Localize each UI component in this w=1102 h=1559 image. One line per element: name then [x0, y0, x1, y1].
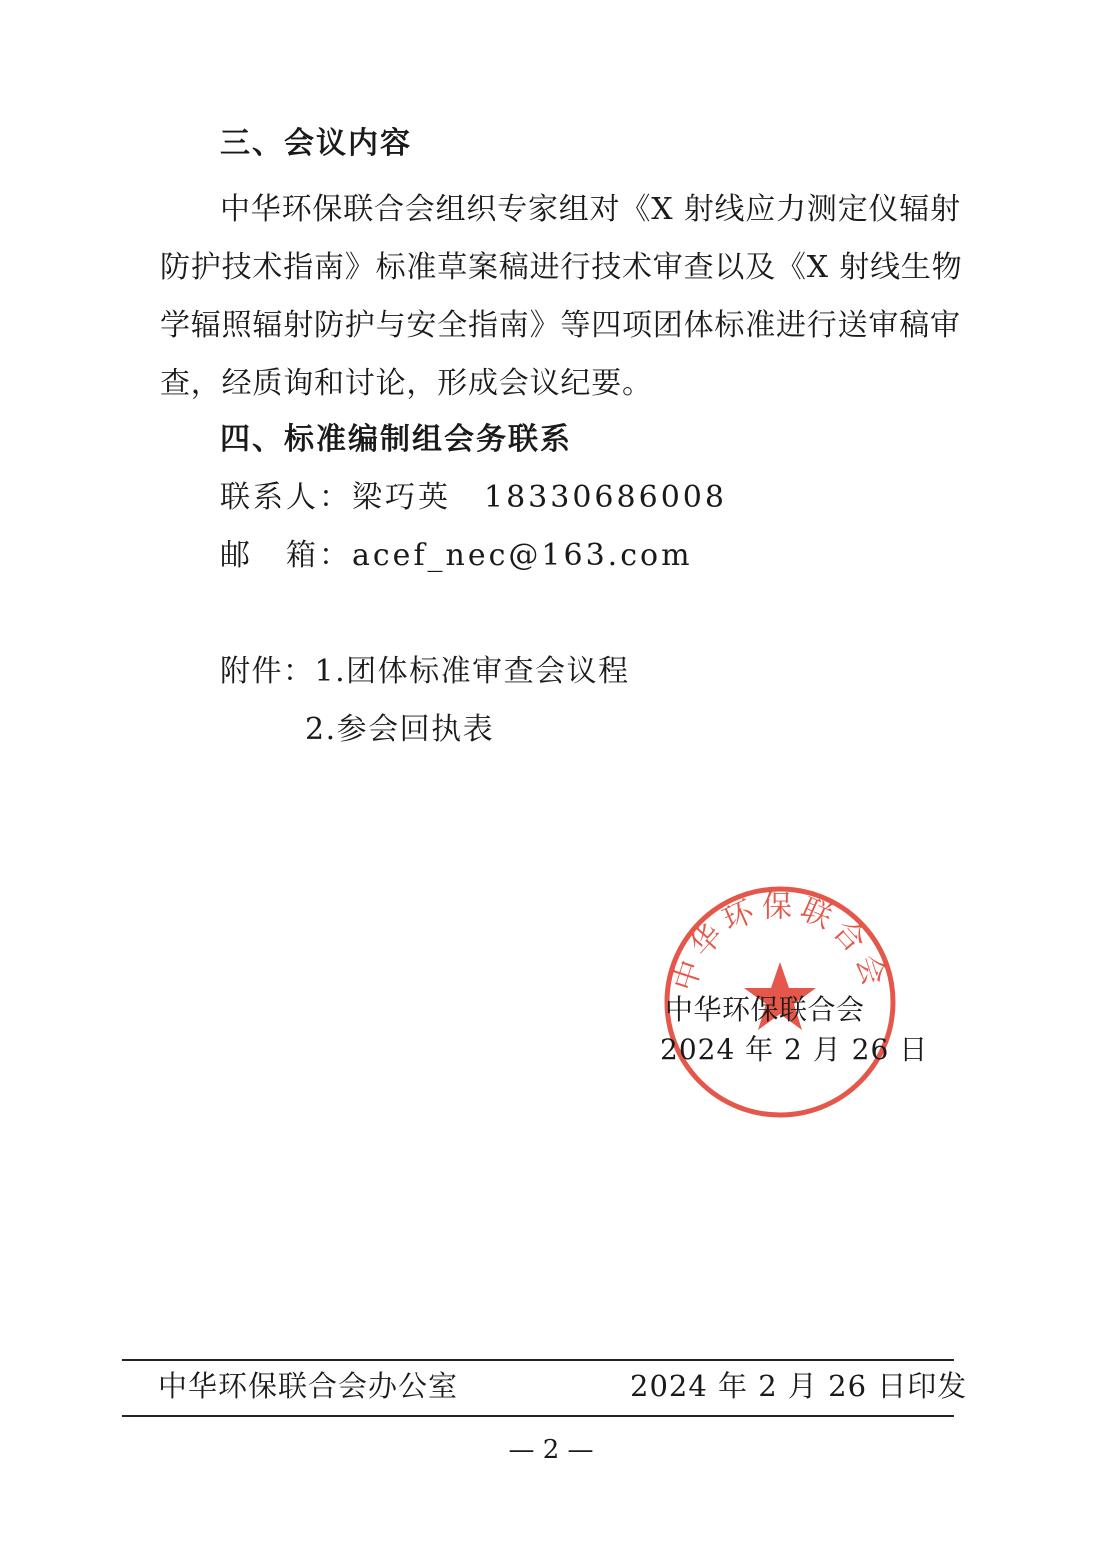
footer-issue-date: 2024 年 2 月 26 日印发 [630, 1369, 968, 1403]
seal-text: 中华环保联合会 [666, 889, 894, 996]
issuer-name: 中华环保联合会 [665, 993, 865, 1026]
section-3-heading: 三、会议内容 [220, 126, 412, 161]
contact-email: 邮 箱：acef_nec@163.com [220, 538, 693, 573]
paragraph-line: 查，经质询和讨论，形成会议纪要。 [160, 366, 653, 401]
paragraph-line: 防护技术指南》标准草案稿进行技术审查以及《X 射线生物 [160, 250, 963, 285]
attachment-item-1: 附件：1.团体标准审查会议程 [220, 654, 630, 689]
footer-office: 中华环保联合会办公室 [158, 1369, 459, 1403]
page-number: — 2 — [508, 1435, 594, 1465]
attachment-item-2: 2.参会回执表 [305, 712, 495, 747]
footer-top-rule [122, 1359, 954, 1361]
contact-person: 联系人：梁巧英 18330686008 [220, 480, 727, 515]
footer-bottom-rule [122, 1415, 954, 1417]
section-4-heading: 四、标准编制组会务联系 [220, 422, 572, 457]
signing-date: 2024 年 2 月 26 日 [660, 1033, 929, 1066]
paragraph-line: 学辐照辐射防护与安全指南》等四项团体标准进行送审稿审 [160, 308, 961, 343]
paragraph-line: 中华环保联合会组织专家组对《X 射线应力测定仪辐射 [220, 192, 961, 227]
